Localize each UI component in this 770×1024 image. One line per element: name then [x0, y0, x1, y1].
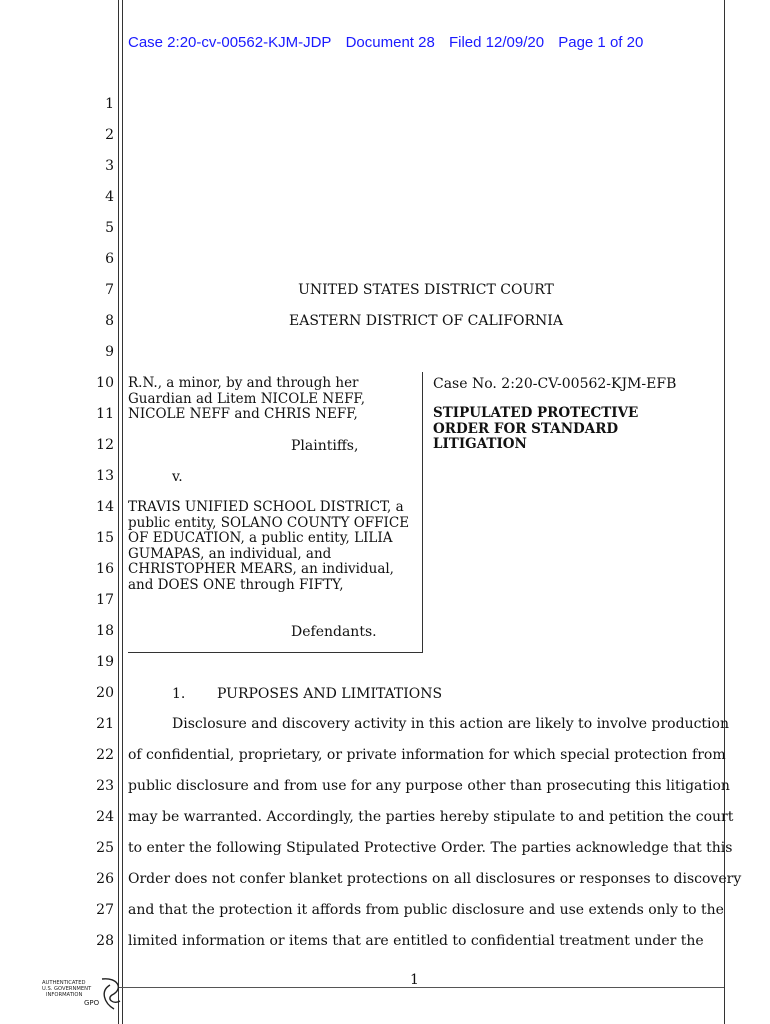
- header-filed: Filed 12/09/20: [448, 34, 545, 51]
- caption-bottom-border: [128, 652, 423, 653]
- line-number: 9: [105, 344, 114, 360]
- line-number: 20: [96, 685, 114, 701]
- line-number: 14: [96, 499, 114, 515]
- ecf-header: [128, 34, 653, 51]
- caption-plaintiffs-label: Plaintiffs,: [291, 438, 359, 454]
- line-number: 28: [96, 933, 114, 949]
- left-margin-rule: [118, 0, 119, 1024]
- document-title: STIPULATED PROTECTIVE ORDER FOR STANDARD LITIGATION: [433, 405, 639, 452]
- line-number: 6: [105, 251, 114, 267]
- body-line: and that the protection it affords from public disclosure and use extends only to the: [128, 902, 724, 918]
- left-margin-rule-inner: [122, 0, 123, 1024]
- line-number: 21: [96, 716, 114, 732]
- line-number: 5: [105, 220, 114, 236]
- caption-versus: v.: [172, 469, 183, 485]
- svg-text:GPO: GPO: [84, 999, 100, 1007]
- line-number: 8: [105, 313, 114, 329]
- caption-defendants-label: Defendants.: [291, 624, 377, 640]
- line-number: 12: [96, 437, 114, 453]
- body-line: to enter the following Stipulated Protective Order. The parties acknowledge that this: [128, 840, 733, 856]
- line-number: 2: [105, 127, 114, 143]
- line-number: 15: [96, 530, 114, 546]
- body-line: may be warranted. Accordingly, the parties hereby stipulate to and petition the court: [128, 809, 734, 825]
- line-number: 18: [96, 623, 114, 639]
- header-document: Document 28: [345, 34, 435, 51]
- caption-defendants: TRAVIS UNIFIED SCHOOL DISTRICT, a public entity, SOLANO COUNTY OFFICE OF EDUCATION, a public entity, LILIA GUMAPAS, an individual, and CHRISTOPHER MEARS, an individual, and DOES ONE through FIFTY,: [128, 499, 410, 593]
- caption-right-border: [422, 372, 423, 652]
- line-number: 25: [96, 840, 114, 856]
- line-number: 17: [96, 592, 114, 608]
- header-page: Page 1 of 20: [558, 34, 644, 51]
- line-number: 1: [105, 96, 114, 112]
- line-number: 24: [96, 809, 114, 825]
- line-number: 23: [96, 778, 114, 794]
- line-number: 11: [96, 406, 114, 422]
- body-line: public disclosure and from use for any purpose other than prosecuting this litigation: [128, 778, 730, 794]
- body-line: Order does not confer blanket protections on all disclosures or responses to discovery: [128, 871, 742, 887]
- line-number: 26: [96, 871, 114, 887]
- line-number: 19: [96, 654, 114, 670]
- gpo-seal-text: AUTHENTICATED: [42, 980, 86, 986]
- line-number: 27: [96, 902, 114, 918]
- line-number: 16: [96, 561, 114, 577]
- court-name: UNITED STATES DISTRICT COURT: [298, 282, 554, 298]
- section-heading: PURPOSES AND LIMITATIONS: [217, 686, 443, 702]
- line-number: 22: [96, 747, 114, 763]
- caption-plaintiffs: R.N., a minor, by and through her Guardian ad Litem NICOLE NEFF, NICOLE NEFF and CHRIS NEFF,: [128, 375, 365, 422]
- body-line: Disclosure and discovery activity in this action are likely to involve production: [172, 716, 729, 732]
- footer-rule: [118, 987, 724, 988]
- body-line: of confidential, proprietary, or private information for which special protection from: [128, 747, 726, 763]
- svg-text:U.S. GOVERNMENT: U.S. GOVERNMENT: [42, 986, 92, 992]
- gpo-authentication-seal: [40, 975, 130, 1015]
- svg-text:INFORMATION: INFORMATION: [46, 992, 83, 998]
- line-number: 10: [96, 375, 114, 391]
- gpo-eagle-icon: [102, 979, 120, 1009]
- court-district: EASTERN DISTRICT OF CALIFORNIA: [289, 313, 563, 329]
- body-line: limited information or items that are entitled to confidential treatment under the: [128, 933, 704, 949]
- line-number: 3: [105, 158, 114, 174]
- section-number: 1.: [172, 686, 186, 702]
- line-number: 13: [96, 468, 114, 484]
- case-number: Case No. 2:20-CV-00562-KJM-EFB: [433, 376, 677, 392]
- line-number: 4: [105, 189, 114, 205]
- header-case: Case 2:20-cv-00562-KJM-JDP: [128, 34, 332, 51]
- line-number: 7: [105, 282, 114, 298]
- page-number: 1: [410, 972, 419, 988]
